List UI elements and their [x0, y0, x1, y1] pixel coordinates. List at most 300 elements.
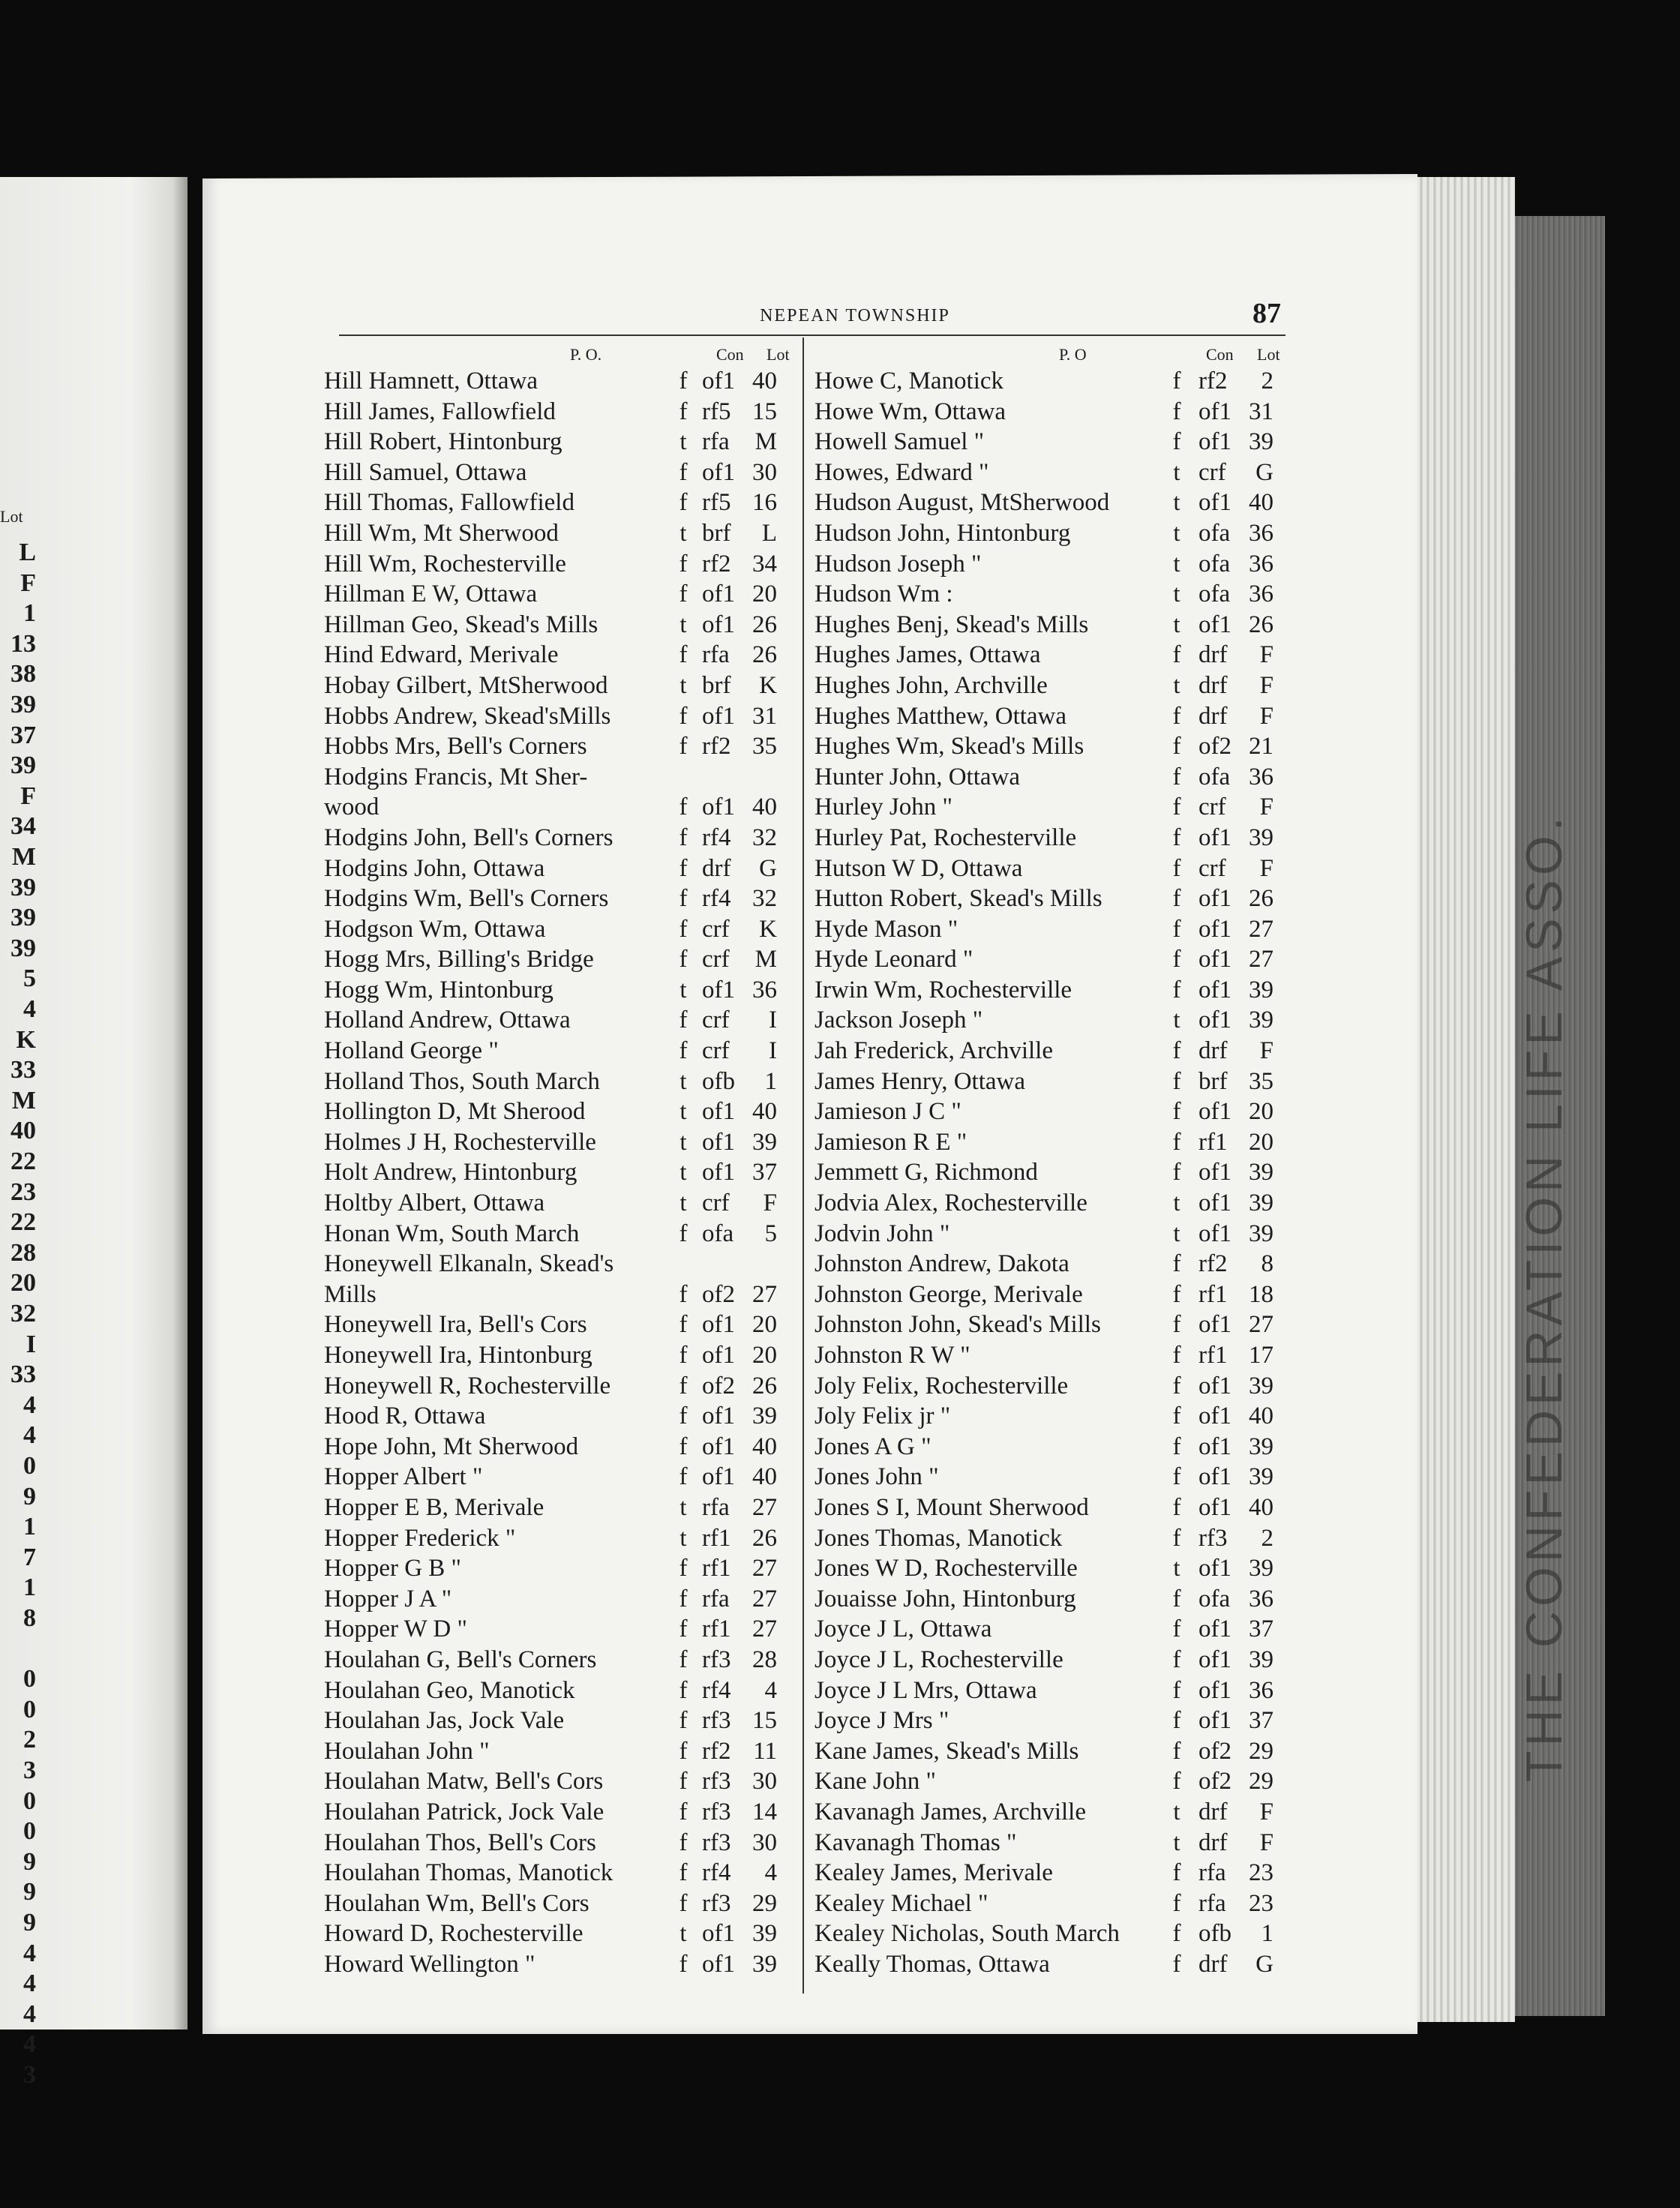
entry-name: Hyde Leonard " — [814, 946, 974, 974]
entry-type: f — [1172, 733, 1181, 760]
entry-type: f — [1172, 1037, 1181, 1065]
directory-entry — [814, 731, 1294, 762]
left-page-lot: 1 — [23, 1574, 36, 1602]
entry-concession: drf — [702, 854, 731, 882]
entry-concession: ofb — [702, 1067, 735, 1095]
left-page-lot: 4 — [23, 995, 36, 1023]
entry-lot: 18 — [1249, 1280, 1274, 1308]
entry-concession: of1 — [1198, 1372, 1232, 1400]
entry-concession: crf — [702, 1190, 730, 1217]
entry-name: Jah Frederick, Archville — [814, 1037, 1053, 1065]
entry-concession: crf — [702, 1006, 730, 1034]
directory-entry — [814, 792, 1294, 823]
entry-lot: K — [759, 915, 777, 943]
entry-concession: rfa — [702, 428, 730, 456]
directory-entry — [814, 1462, 1294, 1492]
entry-type: f — [679, 1463, 688, 1491]
entry-name: Hopper E B, Merivale — [324, 1493, 544, 1521]
entry-name: Hudson Wm : — [814, 580, 953, 608]
entry-concession: of1 — [1198, 1676, 1232, 1704]
entry-name: Jones S I, Mount Sherwood — [814, 1493, 1089, 1521]
entry-concession: rf4 — [702, 824, 731, 851]
entry-lot: 40 — [752, 1098, 777, 1126]
entry-lot: I — [769, 1006, 777, 1034]
entry-type: t — [1173, 489, 1180, 517]
entry-concession: rf2 — [702, 1737, 731, 1765]
entry-lot: 27 — [752, 1280, 777, 1308]
entry-lot: F — [1259, 1798, 1274, 1826]
entry-concession: of2 — [702, 1372, 735, 1400]
left-page-lot-header: Lot — [0, 507, 23, 526]
directory-entry — [814, 1918, 1294, 1949]
entry-concession: of1 — [1198, 398, 1232, 425]
left-page-lot: M — [11, 843, 36, 871]
entry-lot: 8 — [1261, 1250, 1274, 1278]
entry-name: Houlahan Matw, Bell's Cors — [324, 1768, 604, 1796]
right-lot-header: Lot — [1257, 345, 1280, 364]
entry-type: f — [1172, 1098, 1181, 1126]
entry-concession: rf4 — [702, 1859, 731, 1887]
entry-name: Joly Felix, Rochesterville — [814, 1372, 1069, 1400]
entry-concession: of1 — [702, 1432, 735, 1460]
entry-name: Hutton Robert, Skead's Mills — [814, 885, 1102, 913]
directory-entry — [324, 1706, 796, 1736]
entry-name: Kealey James, Merivale — [814, 1859, 1053, 1887]
directory-entry — [324, 1371, 796, 1402]
left-page-lot: 4 — [23, 2030, 36, 2059]
entry-lot: 30 — [752, 458, 777, 486]
entry-concession: brf — [702, 671, 731, 699]
entry-type: f — [679, 1889, 688, 1917]
left-page-lot: 0 — [23, 1452, 36, 1480]
entry-lot: 40 — [752, 1463, 777, 1491]
entry-lot: 39 — [1249, 1159, 1274, 1186]
entry-lot: 27 — [1249, 1311, 1274, 1339]
entry-lot: 36 — [1249, 763, 1274, 790]
entry-concession: rf3 — [702, 1798, 731, 1826]
directory-entry — [814, 823, 1294, 854]
entry-name: Hobbs Andrew, Skead'sMills — [324, 702, 611, 730]
entry-type: t — [680, 1524, 687, 1552]
entry-name: Houlahan Thomas, Manotick — [324, 1859, 614, 1887]
entry-lot: F — [1259, 641, 1274, 669]
entry-name: Hill James, Fallowfield — [324, 398, 556, 425]
left-page-lot: 39 — [10, 873, 36, 902]
entry-lot: F — [1259, 854, 1274, 882]
entry-type: f — [679, 368, 688, 394]
entry-type: t — [1173, 458, 1180, 486]
left-page-lot: 7 — [23, 1543, 36, 1571]
entry-lot: 4 — [764, 1859, 777, 1887]
directory-entry — [814, 1584, 1294, 1615]
entry-type: f — [1172, 824, 1181, 851]
entry-lot: 37 — [1249, 1616, 1274, 1643]
entry-concession: of2 — [1198, 733, 1232, 760]
entry-lot: 23 — [1249, 1889, 1274, 1917]
entry-lot: 39 — [1249, 1006, 1274, 1034]
entry-concession: rf3 — [702, 1646, 731, 1673]
entry-lot: 39 — [1249, 824, 1274, 851]
entry-concession: drf — [1198, 671, 1228, 699]
directory-entry — [324, 1645, 796, 1676]
entry-lot: F — [1259, 1828, 1274, 1856]
entry-lot: 26 — [752, 610, 777, 638]
entry-lot: G — [759, 854, 777, 882]
entry-type: f — [1172, 854, 1181, 882]
entry-name: Hopper Frederick " — [324, 1524, 516, 1552]
entry-concession: of1 — [1198, 489, 1232, 517]
entry-lot: 39 — [1249, 1555, 1274, 1582]
entry-name: Hill Robert, Hintonburg — [324, 428, 562, 456]
entry-name: Holland Thos, South March — [324, 1067, 600, 1095]
left-page-lot: 0 — [23, 1817, 36, 1846]
entry-lot: 32 — [752, 885, 777, 913]
entry-lot: L — [761, 519, 777, 547]
entry-type: f — [1172, 1463, 1181, 1491]
directory-entry — [814, 1005, 1294, 1036]
entry-type: f — [1172, 763, 1181, 790]
entry-name: Hyde Mason " — [814, 915, 958, 943]
entry-type: f — [679, 1372, 688, 1400]
directory-entry — [324, 1553, 796, 1584]
left-page-lot: 40 — [10, 1117, 36, 1145]
entry-type: t — [680, 1190, 687, 1217]
left-page-lot: 4 — [23, 1970, 36, 1998]
entry-name: Houlahan Wm, Bell's Cors — [324, 1889, 590, 1917]
entry-lot: 37 — [1249, 1707, 1274, 1735]
entry-concession: of1 — [1198, 1159, 1232, 1186]
left-page-lot: 32 — [10, 1300, 36, 1328]
directory-entry — [814, 1736, 1294, 1767]
directory-entry — [814, 1645, 1294, 1676]
right-po-header: P. O — [1059, 345, 1087, 364]
entry-type: f — [679, 489, 688, 517]
entry-name: Hodgins Francis, Mt Sher- — [324, 763, 588, 790]
directory-entry — [814, 701, 1294, 732]
entry-type: f — [1172, 1646, 1181, 1673]
entry-type: f — [1172, 1676, 1181, 1704]
entry-name: Joyce J L, Ottawa — [814, 1616, 992, 1643]
left-page-lot: 4 — [23, 1421, 36, 1450]
entry-name: Hogg Wm, Hintonburg — [324, 976, 554, 1004]
entry-concession: rfa — [702, 1493, 730, 1521]
entry-name: Kealey Nicholas, South March — [814, 1920, 1120, 1948]
entry-name: Howard D, Rochesterville — [324, 1920, 584, 1948]
entry-type: f — [1172, 946, 1181, 974]
page-number: 87 — [1252, 298, 1281, 329]
left-page-lot: F — [20, 782, 36, 810]
directory-entry — [324, 640, 796, 670]
left-con-header: Con — [716, 345, 744, 364]
entry-name: Joyce J L Mrs, Ottawa — [814, 1676, 1037, 1704]
entry-name: wood — [324, 794, 380, 821]
entry-concession: of1 — [702, 1463, 735, 1491]
entry-lot: 40 — [1249, 1493, 1274, 1521]
left-page-lot: L — [19, 538, 36, 566]
entry-concession: rf1 — [1198, 1128, 1228, 1156]
directory-entry — [814, 1492, 1294, 1523]
left-page-lot: 39 — [10, 904, 36, 932]
directory-entry — [814, 1219, 1294, 1250]
entry-name: Holmes J H, Rochesterville — [324, 1128, 596, 1156]
entry-name: Hope John, Mt Sherwood — [324, 1432, 579, 1460]
directory-entry — [324, 914, 796, 945]
entry-concession: drf — [1198, 1828, 1228, 1856]
entry-concession: of1 — [1198, 976, 1232, 1004]
entry-concession: ofa — [1198, 519, 1231, 547]
directory-entry — [324, 884, 796, 914]
directory-entry — [324, 701, 796, 732]
entry-lot: 39 — [1249, 976, 1274, 1004]
entry-lot: 20 — [1249, 1098, 1274, 1126]
entry-type: f — [1172, 1250, 1181, 1278]
entry-concession: of1 — [1198, 1463, 1232, 1491]
entry-type: t — [680, 1493, 687, 1521]
entry-name: Hillman E W, Ottawa — [324, 580, 538, 608]
entry-name: Hill Wm, Rochesterville — [324, 550, 566, 578]
directory-entry — [324, 1828, 796, 1858]
left-page-lot: 0 — [23, 1786, 36, 1815]
entry-concession: of1 — [1198, 1493, 1232, 1521]
entry-type: t — [680, 519, 687, 547]
entry-lot: 30 — [752, 1768, 777, 1796]
running-head: NEPEAN TOWNSHIP — [760, 306, 950, 326]
entry-lot: 15 — [752, 398, 777, 425]
directory-entry — [324, 1676, 796, 1706]
entry-type: t — [680, 1159, 687, 1186]
left-page-lot: 28 — [10, 1238, 36, 1267]
entry-name: Hind Edward, Merivale — [324, 641, 559, 669]
entry-name: Hill Samuel, Ottawa — [324, 458, 527, 486]
entry-name: Hughes Wm, Skead's Mills — [814, 733, 1084, 760]
directory-entry — [814, 1371, 1294, 1402]
entry-name: Jamieson R E " — [814, 1128, 968, 1156]
entry-concession: drf — [1198, 1950, 1228, 1978]
directory-entry — [814, 1858, 1294, 1888]
entry-type: f — [679, 1737, 688, 1765]
entry-type: t — [1173, 1006, 1180, 1034]
entry-lot: 21 — [1249, 733, 1274, 760]
entry-name: Jones Thomas, Manotick — [814, 1524, 1063, 1552]
header-rule — [339, 334, 1286, 336]
entry-type: f — [1172, 641, 1181, 669]
directory-entry — [324, 427, 796, 458]
entry-name: Holland George " — [324, 1037, 499, 1065]
entry-lot: 1 — [764, 1067, 777, 1095]
directory-entry — [324, 1432, 796, 1462]
entry-lot: 2 — [1261, 368, 1274, 394]
entry-type: t — [1173, 580, 1180, 608]
entry-type: t — [1173, 1828, 1180, 1856]
entry-type: f — [1172, 1493, 1181, 1521]
entry-concession: of1 — [702, 1920, 735, 1948]
directory-entry — [814, 762, 1294, 793]
entry-lot: M — [754, 428, 777, 456]
entry-concession: rfa — [1198, 1889, 1226, 1917]
entry-lot: 14 — [752, 1798, 777, 1826]
entry-concession: ofa — [1198, 550, 1231, 578]
entry-concession: of1 — [702, 458, 735, 486]
entry-type: f — [679, 885, 688, 913]
entry-concession: rf2 — [702, 733, 731, 760]
left-page-lot: 38 — [10, 660, 36, 688]
entry-concession: of1 — [1198, 1432, 1232, 1460]
entry-name: Jones A G " — [814, 1432, 932, 1460]
entry-name: Hillman Geo, Skead's Mills — [324, 610, 598, 638]
left-page-lot: 33 — [10, 1360, 36, 1389]
entry-lot: 27 — [752, 1585, 777, 1612]
directory-entry — [814, 1432, 1294, 1462]
directory-entry — [814, 1614, 1294, 1645]
entry-type: t — [680, 1098, 687, 1126]
left-page-lot: 4 — [23, 2000, 36, 2028]
entry-type: f — [1172, 794, 1181, 821]
entry-name: Houlahan Geo, Manotick — [324, 1676, 575, 1704]
directory-entry — [814, 1280, 1294, 1310]
directory-entry — [324, 975, 796, 1006]
entry-name: Kane John " — [814, 1768, 936, 1796]
entry-concession: of1 — [1198, 1311, 1232, 1339]
entry-concession: of1 — [702, 794, 735, 821]
directory-entry — [324, 1401, 796, 1432]
entry-lot: 28 — [752, 1646, 777, 1673]
entry-name: Hopper G B " — [324, 1555, 462, 1582]
directory-entry — [324, 1005, 796, 1036]
column-divider — [802, 338, 804, 1994]
entry-type: f — [679, 733, 688, 760]
directory-entry — [814, 1553, 1294, 1584]
entry-lot: 1 — [1261, 1920, 1274, 1948]
left-page-lot: I — [26, 1330, 36, 1358]
entry-name: Houlahan Patrick, Jock Vale — [324, 1798, 604, 1826]
entry-lot: G — [1256, 1950, 1274, 1978]
entry-type: f — [679, 1646, 688, 1673]
directory-entry — [814, 1036, 1294, 1066]
right-con-header: Con — [1206, 345, 1234, 364]
entry-type: f — [1172, 1342, 1181, 1369]
directory-entry — [324, 731, 796, 762]
entry-concession: of1 — [702, 1402, 735, 1430]
entry-type: f — [1172, 1768, 1181, 1796]
entry-lot: 39 — [1249, 1463, 1274, 1491]
entry-name: Mills — [324, 1280, 376, 1308]
entry-concession: of1 — [1198, 1098, 1232, 1126]
directory-entry — [324, 1949, 796, 1980]
right-page-edges — [1402, 177, 1515, 2022]
directory-entry — [814, 1828, 1294, 1858]
entry-concession: rfa — [702, 641, 730, 669]
entry-lot: 5 — [764, 1220, 777, 1247]
entry-concession: of1 — [702, 1950, 735, 1978]
entry-type: f — [679, 1006, 688, 1034]
entry-type: t — [1173, 1555, 1180, 1582]
entry-name: Hollington D, Mt Sherood — [324, 1098, 586, 1126]
entry-concession: rf4 — [702, 885, 731, 913]
left-page-lot: 8 — [23, 1604, 36, 1632]
entry-name: Houlahan G, Bell's Corners — [324, 1646, 597, 1673]
entry-name: Honeywell Ira, Bell's Cors — [324, 1311, 587, 1339]
entry-type: f — [1172, 1067, 1181, 1095]
entry-name: Houlahan Jas, Jock Vale — [324, 1707, 565, 1735]
entry-concession: of1 — [1198, 1402, 1232, 1430]
entry-type: f — [1172, 1859, 1181, 1887]
entry-lot: 30 — [752, 1828, 777, 1856]
entry-type: f — [679, 1616, 688, 1643]
entry-type: t — [1173, 519, 1180, 547]
directory-entry — [324, 1249, 796, 1280]
directory-entry — [324, 670, 796, 701]
directory-entry — [814, 1066, 1294, 1097]
right-directory-column — [814, 366, 1294, 1979]
entry-concession: rf1 — [1198, 1342, 1228, 1369]
left-page-lot: 3 — [23, 2061, 36, 2089]
entry-name: Hurley John " — [814, 794, 952, 821]
directory-entry — [324, 1096, 796, 1127]
entry-name: Hughes Matthew, Ottawa — [814, 702, 1067, 730]
entry-concession: drf — [1198, 702, 1228, 730]
left-page-lot: 0 — [23, 1695, 36, 1724]
entry-lot: 17 — [1249, 1342, 1274, 1369]
entry-name: Hurley Pat, Rochesterville — [814, 824, 1077, 851]
entry-name: Jodvia Alex, Rochesterville — [814, 1190, 1088, 1217]
directory-entry — [324, 1766, 796, 1797]
entry-name: Hopper W D " — [324, 1616, 467, 1643]
entry-lot: 40 — [752, 368, 777, 394]
entry-name: Hodgins John, Bell's Corners — [324, 824, 614, 851]
entry-type: f — [1172, 885, 1181, 913]
entry-name: Hodgins John, Ottawa — [324, 854, 545, 882]
directory-entry — [814, 975, 1294, 1006]
left-page-lot: 9 — [23, 1482, 36, 1510]
entry-name: Hogg Mrs, Billing's Bridge — [324, 946, 594, 974]
entry-concession: of1 — [702, 610, 735, 638]
directory-entry — [814, 366, 1294, 397]
entry-concession: of1 — [1198, 1646, 1232, 1673]
entry-name: Holt Andrew, Hintonburg — [324, 1159, 578, 1186]
directory-entry — [324, 1462, 796, 1492]
left-page-lot: 23 — [10, 1178, 36, 1206]
entry-lot: 11 — [753, 1737, 777, 1765]
entry-lot: 26 — [752, 641, 777, 669]
directory-entry — [814, 944, 1294, 975]
entry-lot: 37 — [752, 1159, 777, 1186]
entry-lot: 36 — [752, 976, 777, 1004]
entry-concession: rf3 — [702, 1707, 731, 1735]
entry-lot: 26 — [1249, 610, 1274, 638]
entry-lot: 36 — [1249, 580, 1274, 608]
entry-concession: of1 — [702, 1311, 735, 1339]
entry-type: f — [679, 398, 688, 425]
entry-lot: 27 — [1249, 946, 1274, 974]
entry-lot: M — [754, 946, 777, 974]
entry-lot: 31 — [752, 702, 777, 730]
entry-name: Honeywell Ira, Hintonburg — [324, 1342, 592, 1369]
entry-lot: 31 — [1249, 398, 1274, 425]
entry-concession: rf3 — [702, 1768, 731, 1796]
entry-lot: 20 — [1249, 1128, 1274, 1156]
directory-entry — [324, 1888, 796, 1919]
entry-type: f — [679, 458, 688, 486]
entry-name: Hughes John, Archville — [814, 671, 1048, 699]
entry-concession: drf — [1198, 1037, 1228, 1065]
entry-concession: of1 — [1198, 1190, 1232, 1217]
entry-concession: crf — [702, 1037, 730, 1065]
entry-name: Jodvin John " — [814, 1220, 950, 1247]
entry-name: Howe Wm, Ottawa — [814, 398, 1006, 425]
directory-entry — [814, 884, 1294, 914]
entry-lot: 26 — [1249, 885, 1274, 913]
entry-concession: rf1 — [702, 1524, 731, 1552]
